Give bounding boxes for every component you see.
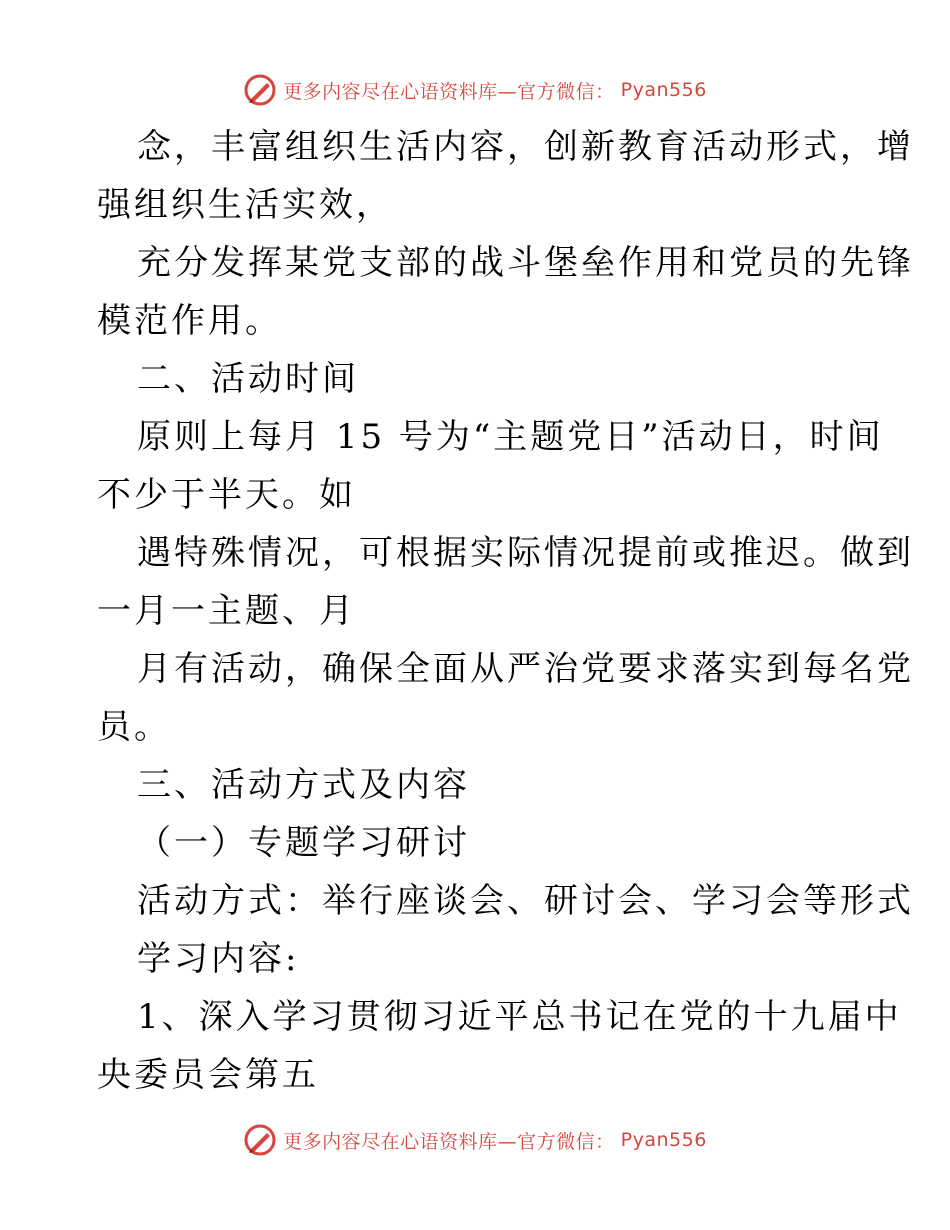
watermark-text: 更多内容尽在心语资料库—官方微信： bbox=[283, 1130, 615, 1153]
text-line: 不少于半天。如 bbox=[97, 475, 356, 515]
watermark-text: 更多内容尽在心语资料库—官方微信： bbox=[283, 80, 615, 103]
text-line: 强组织生活实效， bbox=[97, 185, 393, 225]
text-line: 活动方式：举行座谈会、研讨会、学习会等形式 bbox=[137, 881, 914, 921]
text-line: 念，丰富组织生活内容，创新教育活动形式，增 bbox=[137, 127, 914, 167]
watermark-wechat-id: Pyan556 bbox=[620, 79, 707, 101]
pen-logo-icon bbox=[243, 1123, 277, 1157]
header-watermark bbox=[0, 70, 950, 110]
text-line: 充分发挥某党支部的战斗堡垒作用和党员的先锋 bbox=[137, 243, 914, 283]
section-heading: 三、活动方式及内容 bbox=[137, 765, 470, 805]
text-line: 学习内容: bbox=[137, 939, 300, 979]
text-line: 月有活动，确保全面从严治党要求落实到每名党 bbox=[137, 649, 914, 689]
text-line: 模范作用。 bbox=[97, 301, 282, 341]
document-body bbox=[97, 118, 914, 1104]
text-line: 员。 bbox=[97, 707, 171, 747]
text-line: 遇特殊情况，可根据实际情况提前或推迟。做到 bbox=[137, 533, 914, 573]
subsection-heading: （一）专题学习研讨 bbox=[137, 823, 470, 863]
pen-logo-icon bbox=[243, 73, 277, 107]
text-line: 原则上每月 15 号为“主题党日”活动日，时间 bbox=[137, 417, 884, 457]
footer-watermark bbox=[0, 1120, 950, 1160]
text-line: 一月一主题、月 bbox=[97, 591, 356, 631]
watermark-wechat-id: Pyan556 bbox=[620, 1129, 707, 1151]
text-line: 1、深入学习贯彻习近平总书记在党的十九届中 bbox=[137, 997, 902, 1037]
section-heading: 二、活动时间 bbox=[137, 359, 359, 399]
text-line: 央委员会第五 bbox=[97, 1055, 319, 1095]
